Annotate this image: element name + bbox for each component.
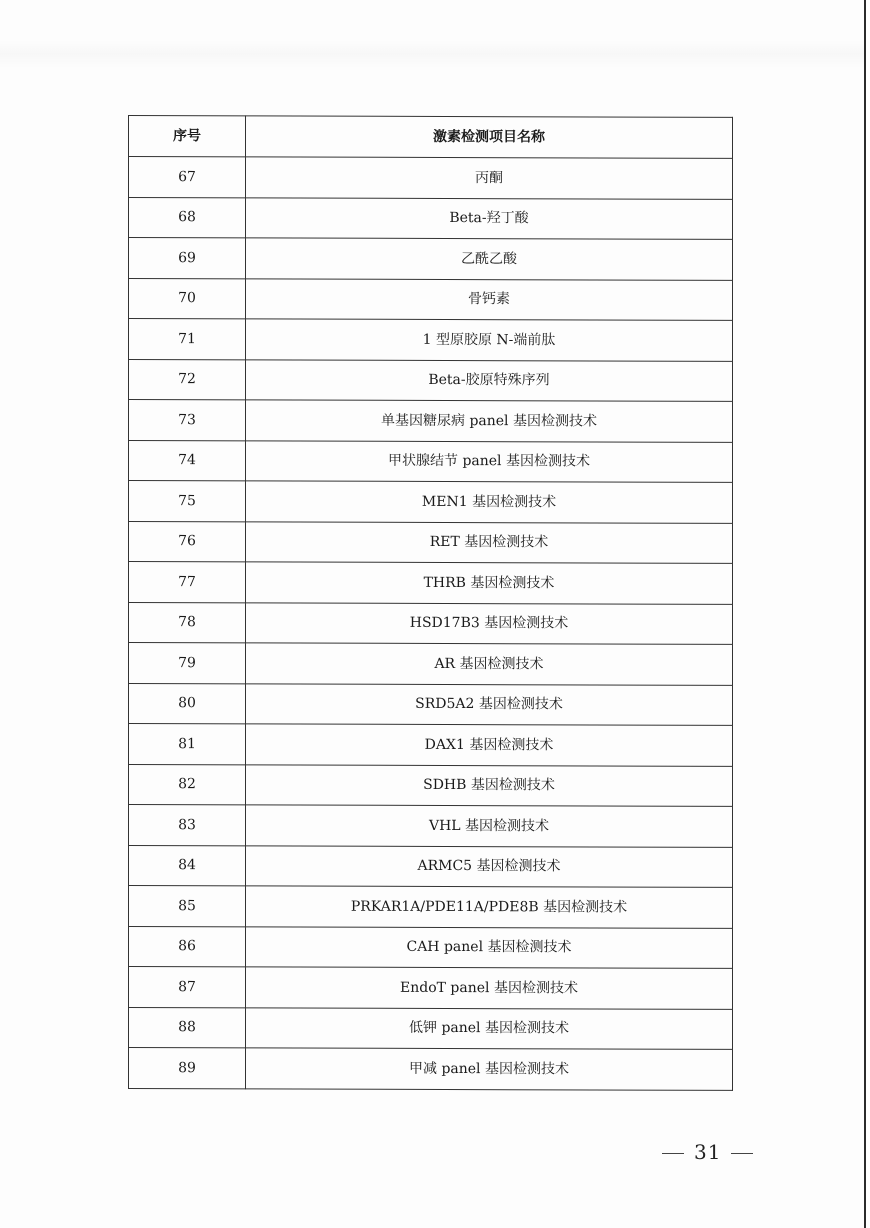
row-test-name: 甲减 panel 基因检测技术 [246, 1048, 733, 1090]
row-number: 74 [129, 440, 246, 481]
row-number: 69 [129, 238, 246, 279]
row-number: 89 [129, 1048, 246, 1089]
row-test-name: SDHB 基因检测技术 [246, 764, 733, 806]
row-number: 72 [129, 359, 246, 400]
table-row [129, 359, 733, 401]
table-header-row [129, 116, 733, 159]
row-number: 82 [129, 764, 246, 805]
table-row [129, 521, 733, 563]
table-row [129, 886, 733, 928]
table-row [129, 562, 733, 604]
row-number: 68 [129, 197, 246, 238]
table-row [129, 278, 733, 320]
row-number: 70 [129, 278, 246, 319]
table-row [129, 238, 733, 280]
row-test-name: VHL 基因检测技术 [246, 805, 733, 847]
table-row [129, 845, 733, 887]
page-number [652, 1140, 763, 1164]
row-test-name: EndoT panel 基因检测技术 [246, 967, 733, 1009]
row-test-name: 骨钙素 [246, 278, 733, 320]
row-test-name: RET 基因检测技术 [246, 521, 733, 563]
row-test-name: HSD17B3 基因检测技术 [246, 602, 733, 644]
row-test-name: SRD5A2 基因检测技术 [246, 683, 733, 725]
table-body [129, 157, 733, 1090]
row-number: 87 [129, 967, 246, 1008]
table-row [129, 1048, 733, 1090]
row-number: 83 [129, 805, 246, 846]
hormone-test-table [128, 115, 733, 1090]
row-number: 67 [129, 157, 246, 198]
table-row [129, 602, 733, 644]
row-test-name: ARMC5 基因检测技术 [246, 845, 733, 887]
row-test-name: MEN1 基因检测技术 [246, 481, 733, 523]
table-row [129, 805, 733, 847]
scan-shading [0, 40, 864, 68]
row-test-name: 乙酰乙酸 [246, 238, 733, 280]
row-test-name: 低钾 panel 基因检测技术 [246, 1007, 733, 1049]
table-row [129, 643, 733, 685]
row-number: 88 [129, 1007, 246, 1048]
row-number: 81 [129, 724, 246, 765]
header-number: 序号 [129, 116, 246, 157]
row-number: 77 [129, 562, 246, 603]
row-test-name: Beta-羟丁酸 [246, 197, 733, 239]
row-number: 86 [129, 926, 246, 967]
table-row [129, 967, 733, 1009]
dash-left [662, 1153, 684, 1154]
row-number: 75 [129, 481, 246, 522]
row-test-name: PRKAR1A/PDE11A/PDE8B 基因检测技术 [246, 886, 733, 928]
row-test-name: DAX1 基因检测技术 [246, 724, 733, 766]
row-number: 80 [129, 683, 246, 724]
row-number: 85 [129, 886, 246, 927]
table-row [129, 481, 733, 523]
table-row [129, 157, 733, 199]
header-name: 激素检测项目名称 [246, 116, 733, 159]
row-test-name: 甲状腺结节 panel 基因检测技术 [246, 440, 733, 482]
table-row [129, 683, 733, 725]
row-number: 78 [129, 602, 246, 643]
table-row [129, 197, 733, 239]
row-test-name: Beta-胶原特殊序列 [246, 359, 733, 401]
table-row [129, 400, 733, 442]
table-row [129, 1007, 733, 1049]
row-number: 71 [129, 319, 246, 360]
page-number-value: 31 [694, 1140, 722, 1164]
row-test-name: 1 型原胶原 N-端前肽 [246, 319, 733, 361]
row-test-name: CAH panel 基因检测技术 [246, 926, 733, 968]
row-test-name: THRB 基因检测技术 [246, 562, 733, 604]
table-container [128, 115, 732, 1090]
row-test-name: 单基因糖尿病 panel 基因检测技术 [246, 400, 733, 442]
row-number: 76 [129, 521, 246, 562]
row-number: 84 [129, 845, 246, 886]
row-test-name: AR 基因检测技术 [246, 643, 733, 685]
table-row [129, 724, 733, 766]
table-row [129, 440, 733, 482]
dash-right [731, 1153, 753, 1154]
row-test-name: 丙酮 [246, 157, 733, 199]
row-number: 73 [129, 400, 246, 441]
table-row [129, 319, 733, 361]
table-row [129, 764, 733, 806]
table-row [129, 926, 733, 968]
row-number: 79 [129, 643, 246, 684]
